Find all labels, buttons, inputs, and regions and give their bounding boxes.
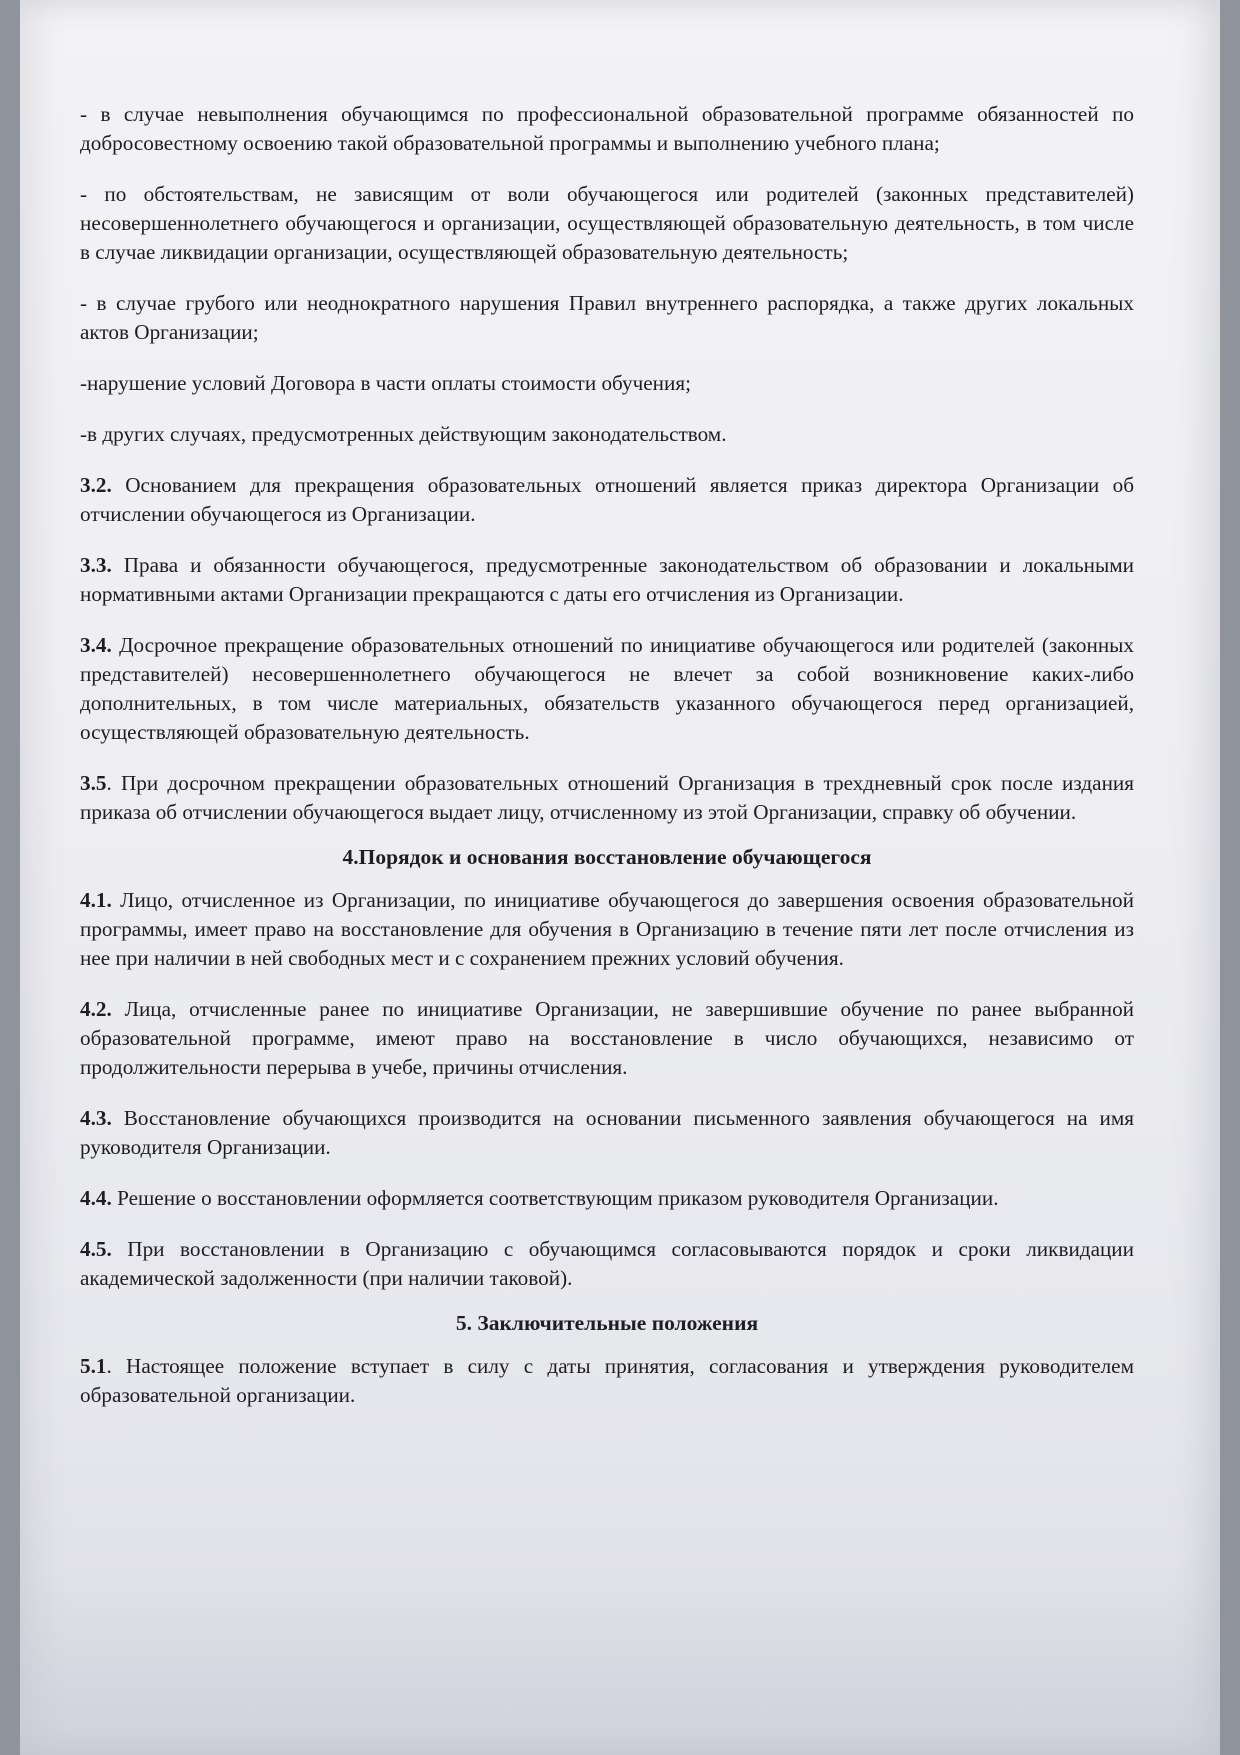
- clause-number: 4.4.: [80, 1186, 112, 1210]
- clause-text: . Настоящее положение вступает в силу с даты принятия, согласования и утверждения руководителем образовательной организации.: [80, 1354, 1134, 1407]
- clause-number: 3.3.: [80, 553, 112, 577]
- clause-number: 5.1: [80, 1354, 107, 1378]
- clause-number: 3.2.: [80, 473, 112, 497]
- clause-4-4: [80, 1184, 1134, 1213]
- section-5-heading: 5. Заключительные положения: [455, 1311, 759, 1335]
- clause-number: 3.5: [80, 771, 107, 795]
- clause-5-1: [80, 1352, 1134, 1410]
- list-item: - в случае невыполнения обучающимся по профессиональной образовательной программе обязанностей по добросовестному освоению такой образовательной программы и выполнению учебного плана;: [80, 102, 1134, 155]
- clause-number: 4.1.: [80, 888, 112, 912]
- clause-text: Права и обязанности обучающегося, предусмотренные законодательством об образовании и локальными нормативными актами Организации прекращаются с даты его отчисления из Организации.: [80, 553, 1134, 606]
- section-4-heading: 4.Порядок и основания восстановление обучающегося: [342, 845, 872, 869]
- document-page: [20, 0, 1220, 1755]
- clause-number: 3.4.: [80, 633, 112, 657]
- clause-3-2: [80, 471, 1134, 529]
- clause-number: 4.3.: [80, 1106, 112, 1130]
- clause-text: Лица, отчисленные ранее по инициативе Организации, не завершившие обучение по ранее выбранной образовательной программе, имеют право на восстановление в число обучающихся, независимо от продолжительности перерыва в учебе, причины отчисления.: [80, 997, 1134, 1079]
- clause-4-2: [80, 995, 1134, 1082]
- clause-text: Лицо, отчисленное из Организации, по инициативе обучающегося до завершения освоения образовательной программы, имеет право на восстановление для обучения в Организацию в течение пяти лет после отчисления из нее при наличии в ней свободных мест и с сохранением прежних условий обучения.: [80, 888, 1134, 970]
- clause-text: . При досрочном прекращении образовательных отношений Организация в трехдневный срок после издания приказа об отчислении обучающегося выдает лицу, отчисленному из этой Организации, справку об обучении.: [80, 771, 1134, 824]
- clause-text: При восстановлении в Организацию с обучающимся согласовываются порядок и сроки ликвидации академической задолженности (при наличии таковой).: [80, 1237, 1134, 1290]
- clause-number: 4.2.: [80, 997, 112, 1021]
- list-item: -нарушение условий Договора в части оплаты стоимости обучения;: [80, 371, 691, 395]
- clause-3-3: [80, 551, 1134, 609]
- clause-text: Решение о восстановлении оформляется соответствующим приказом руководителя Организации.: [111, 1186, 999, 1210]
- clause-4-3: [80, 1104, 1134, 1162]
- clause-4-1: [80, 886, 1134, 973]
- clause-text: Основанием для прекращения образовательных отношений является приказ директора Организации об отчислении обучающегося из Организации.: [80, 473, 1134, 526]
- list-item: - по обстоятельствам, не зависящим от воли обучающегося или родителей (законных представителей) несовершеннолетнего обучающегося и организации, осуществляющей образовательную деятельность, в том числе в случае ликвидации организации, осуществляющей образовательную деятельность;: [80, 182, 1134, 264]
- clause-4-5: [80, 1235, 1134, 1293]
- document-body: [80, 100, 1134, 1432]
- list-item: -в других случаях, предусмотренных действующим законодательством.: [80, 422, 727, 446]
- clause-text: Досрочное прекращение образовательных отношений по инициативе обучающегося или родителей (законных представителей) несовершеннолетнего обучающегося не влечет за собой возникновение каких-либо дополнительных, в том числе материальных, обязательств указанного обучающегося перед организацией, осуществляющей образовательную деятельность.: [80, 633, 1134, 744]
- list-item: - в случае грубого или неоднократного нарушения Правил внутреннего распорядка, а также других локальных актов Организации;: [80, 291, 1134, 344]
- clause-3-5: [80, 769, 1134, 827]
- clause-number: 4.5.: [80, 1237, 112, 1261]
- clause-3-4: [80, 631, 1134, 747]
- clause-text: Восстановление обучающихся производится на основании письменного заявления обучающегося на имя руководителя Организации.: [80, 1106, 1134, 1159]
